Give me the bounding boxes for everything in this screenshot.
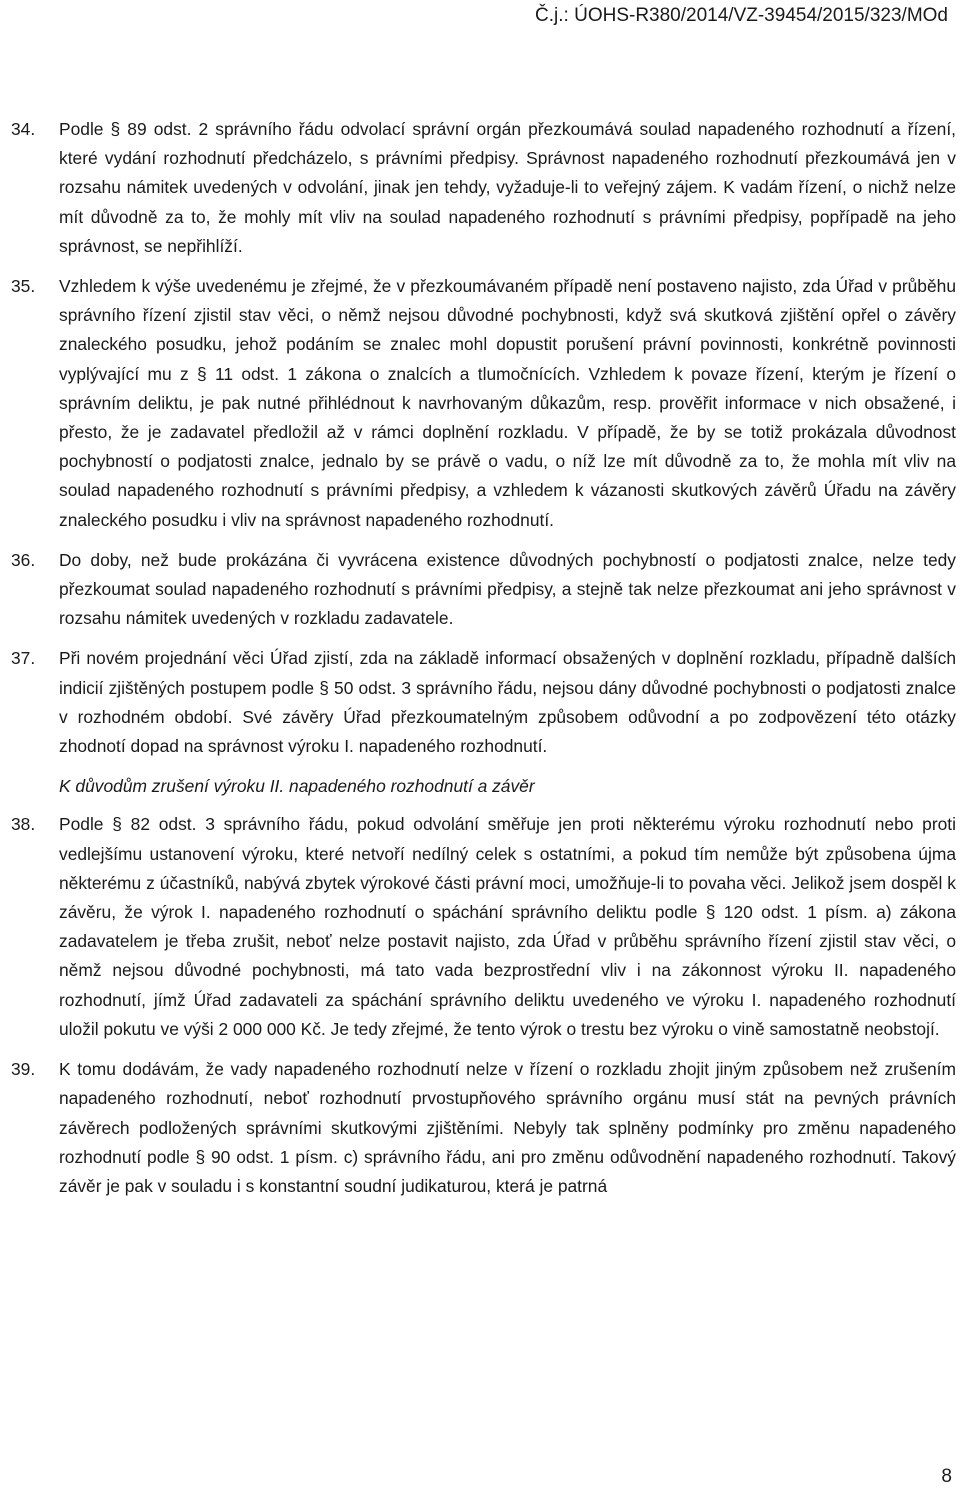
paragraph-36 — [11, 546, 956, 634]
document-body — [11, 115, 956, 1212]
paragraph-text: K tomu dodávám, že vady napadeného rozhodnutí nelze v řízení o rozkladu zhojit jiným způsobem než zrušením napadeného rozhodnutí, neboť rozhodnutí prvostupňového správního orgánu musí stát na pevných právních závěrech podložených správními skutkovými zjištěními. Nebyly tak splněny podmínky pro změnu napadeného rozhodnutí podle § 90 odst. 1 písm. c) správního řádu, ani pro změnu odůvodnění napadeného rozhodnutí. Takový závěr je pak v souladu i s konstantní soudní judikaturou, která je patrná — [59, 1059, 956, 1196]
paragraph-text: Podle § 82 odst. 3 správního řádu, pokud odvolání směřuje jen proti některému výroku rozhodnutí nebo proti vedlejšímu ustanovení výroku, které netvoří nedílný celek s ostatními, a pokud tím nemůže být způsobena újma některému z účastníků, nabývá zbytek výrokové části právní moci, umožňuje-li to povaha věci. Jelikož jsem dospěl k závěru, že výrok I. napadeného rozhodnutí o spáchání správního deliktu podle § 120 odst. 1 písm. a) zákona zadavatelem je třeba zrušit, neboť nelze postavit najisto, zda Úřad v průběhu správního řízení zjistil stav věci, o němž nejsou důvodné pochybnosti, má tato vada bezprostřední vliv i na zákonnost výroku II. napadeného rozhodnutí, jímž Úřad zadavateli za spáchání správního deliktu uvedeného ve výroku I. napadeného rozhodnutí uložil pokutu ve výši 2 000 000 Kč. Je tedy zřejmé, že tento výrok o trestu bez výroku o vině samostatně neobstojí. — [59, 814, 956, 1039]
paragraph-text: Vzhledem k výše uvedenému je zřejmé, že v přezkoumávaném případě není postaveno najisto, zda Úřad v průběhu správního řízení zjistil stav věci, o němž nejsou důvodné pochybnosti, když svá skutková zjištění opřel o závěry znaleckého posudku, jehož podáním se znalec mohl dopustit porušení právní povinnosti, konkrétně povinnosti vyplývající mu z § 11 odst. 1 zákona o znalcích a tlumočnících. Vzhledem k povaze řízení, kterým je řízení o správním deliktu, je pak nutné přihlédnout k navrhovaným důkazům, resp. prověřit informace v nich obsažené, i přesto, že je zadavatel předložil až v rámci doplnění rozkladu. V případě, že by se totiž prokázala důvodnost pochybností o podjatosti znalce, jednalo by se právě o vadu, o níž lze mít důvodně za to, že mohla mít vliv na soulad napadeného rozhodnutí s právními předpisy, a vzhledem k vázanosti skutkových závěrů Úřadu na závěry znaleckého posudku i vliv na správnost napadeného rozhodnutí. — [59, 276, 956, 530]
paragraph-number: 38. — [11, 814, 36, 835]
paragraph-text: Při novém projednání věci Úřad zjistí, zda na základě informací obsažených v doplnění rozkladu, případně dalších indicií zjištěných postupem podle § 50 odst. 3 správního řádu, nejsou dány důvodné pochybnosti o podjatosti znalce v rozhodném období. Své závěry Úřad přezkoumatelným způsobem odůvodní a po zodpovězení této otázky zhodnotí dopad na správnost výroku I. napadeného rozhodnutí. — [59, 648, 956, 757]
paragraph-number: 35. — [11, 276, 36, 297]
document-reference: Č.j.: ÚOHS-R380/2014/VZ-39454/2015/323/MOd — [535, 5, 948, 26]
paragraph-35 — [11, 272, 956, 535]
paragraph-number: 34. — [11, 119, 36, 139]
paragraph-37 — [11, 644, 956, 761]
paragraph-number: 36. — [11, 549, 36, 570]
paragraph-38 — [11, 810, 956, 1044]
page-number: 8 — [941, 1466, 952, 1487]
paragraph-number: 39. — [11, 1059, 36, 1080]
paragraph-39 — [11, 1055, 956, 1201]
paragraph-number: 37. — [11, 648, 36, 669]
paragraph-34 — [11, 115, 956, 261]
paragraph-text: Podle § 89 odst. 2 správního řádu odvolací správní orgán přezkoumává soulad napadeného rozhodnutí a řízení, které vydání rozhodnutí předcházelo, s právními předpisy. Správnost napadeného rozhodnutí přezkoumává jen v rozsahu námitek uvedených v odvolání, jinak jen tehdy, vyžaduje-li to veřejný zájem. K vadám řízení, o nichž nelze mít důvodně za to, že mohly mít vliv na soulad napadeného rozhodnutí s právními předpisy, popřípadě na jeho správnost, se nepřihlíží. — [59, 119, 956, 256]
paragraph-text: Do doby, než bude prokázána či vyvrácena existence důvodných pochybností o podjatosti znalce, nelze tedy přezkoumat soulad napadeného rozhodnutí s právními předpisy, a stejně tak nelze přezkoumat ani jeho správnost v rozsahu námitek uvedených v rozkladu zadavatele. — [59, 549, 956, 629]
section-subheading: K důvodům zrušení výroku II. napadeného rozhodnutí a závěr — [59, 776, 535, 797]
